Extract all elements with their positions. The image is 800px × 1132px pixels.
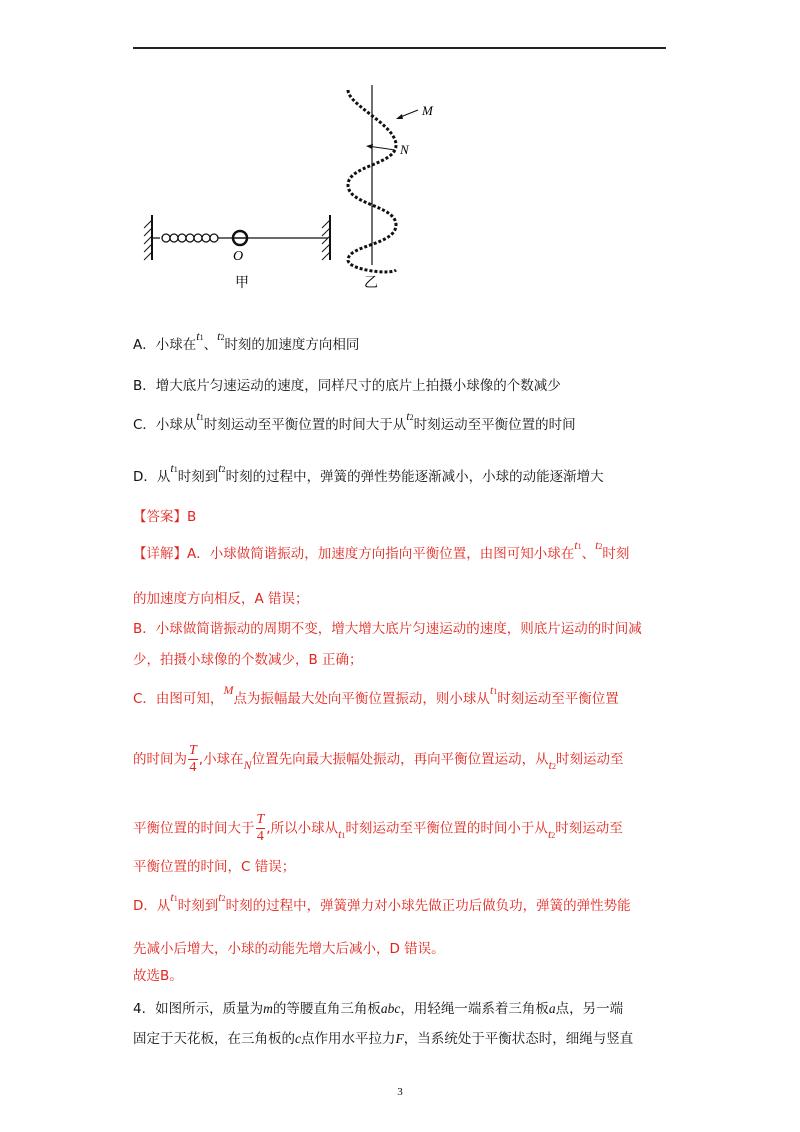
oscillation-figure	[140, 80, 460, 295]
detail-c-line2: 的时间为 $\frac{T}{4}$ ,小球在N位置先向最大振幅处振动，再向平衡位置运动，从t2时刻运动至	[133, 743, 624, 775]
question-4-line1: 4．如图所示，质量为m的等腰直角三角板abc，用轻绳一端系着三角板a点，另一端	[133, 1001, 624, 1017]
detail-c-line4: 平衡位置的时间，C 错误；	[133, 859, 296, 875]
option-b: B．增大底片匀速运动的速度，同样尺寸的底片上拍摄小球像的个数减少	[133, 378, 561, 394]
answer: 【答案】B	[133, 509, 197, 525]
label-yi: 乙	[364, 275, 378, 291]
fraction-t-over-4-b: $\frac{T}{4}$	[256, 812, 265, 844]
detail-b-line2: 少，拍摄小球像的个数减少，B 正确；	[133, 652, 363, 668]
page-number: 3	[397, 1086, 403, 1098]
option-d: D．从t1时刻到t2时刻的过程中，弹簧的弹性势能逐渐减小，小球的动能逐渐增大	[133, 461, 604, 485]
label-m: M	[422, 103, 433, 118]
fraction-t-over-4: $\frac{T}{4}$	[189, 743, 197, 775]
label-n: N	[400, 142, 409, 157]
label-o: O	[233, 249, 244, 264]
detail-d-line2: 先减小后增大，小球的动能先增大后减小，D 错误。	[133, 941, 445, 957]
option-a: A．小球在t1、t2时刻的加速度方向相同	[133, 329, 360, 353]
detail-a-line1: 【详解】A．小球做简谐振动，加速度方向指向平衡位置，由图可知小球在t1、t2时刻	[133, 538, 630, 562]
detail-a-line2: 的加速度方向相反，A 错误；	[133, 591, 309, 607]
detail-b-line1: B．小球做简谐振动的周期不变，增大增大底片匀速运动的速度，则底片运动的时间减	[133, 621, 642, 637]
detail-d-line1: D．从t1时刻到t2时刻的过程中，弹簧弹力对小球先做正功后做负功，弹簧的弹性势能	[133, 890, 631, 914]
option-c: C．小球从t1时刻运动至平衡位置的时间大于从t2时刻运动至平衡位置的时间	[133, 409, 576, 433]
question-4-line2: 固定于天花板，在三角板的c点作用水平拉力F，当系统处于平衡状态时，细绳与竖直	[133, 1031, 634, 1047]
detail-c-line3: 平衡位置的时间大于 $\frac{T}{4}$ ,所以小球从t1时刻运动至平衡位置的时间小于从t2时刻运动至	[133, 812, 623, 844]
conclusion: 故选B。	[133, 968, 183, 984]
spring	[152, 234, 232, 242]
right-wall-hatching	[322, 220, 330, 260]
detail-c-line1: C．由图可知，M点为振幅最大处向平衡位置振动，则小球从t1时刻运动至平衡位置	[133, 683, 619, 707]
header-rule	[133, 47, 666, 49]
label-jia: 甲	[235, 275, 249, 291]
left-wall-hatching	[144, 220, 152, 260]
